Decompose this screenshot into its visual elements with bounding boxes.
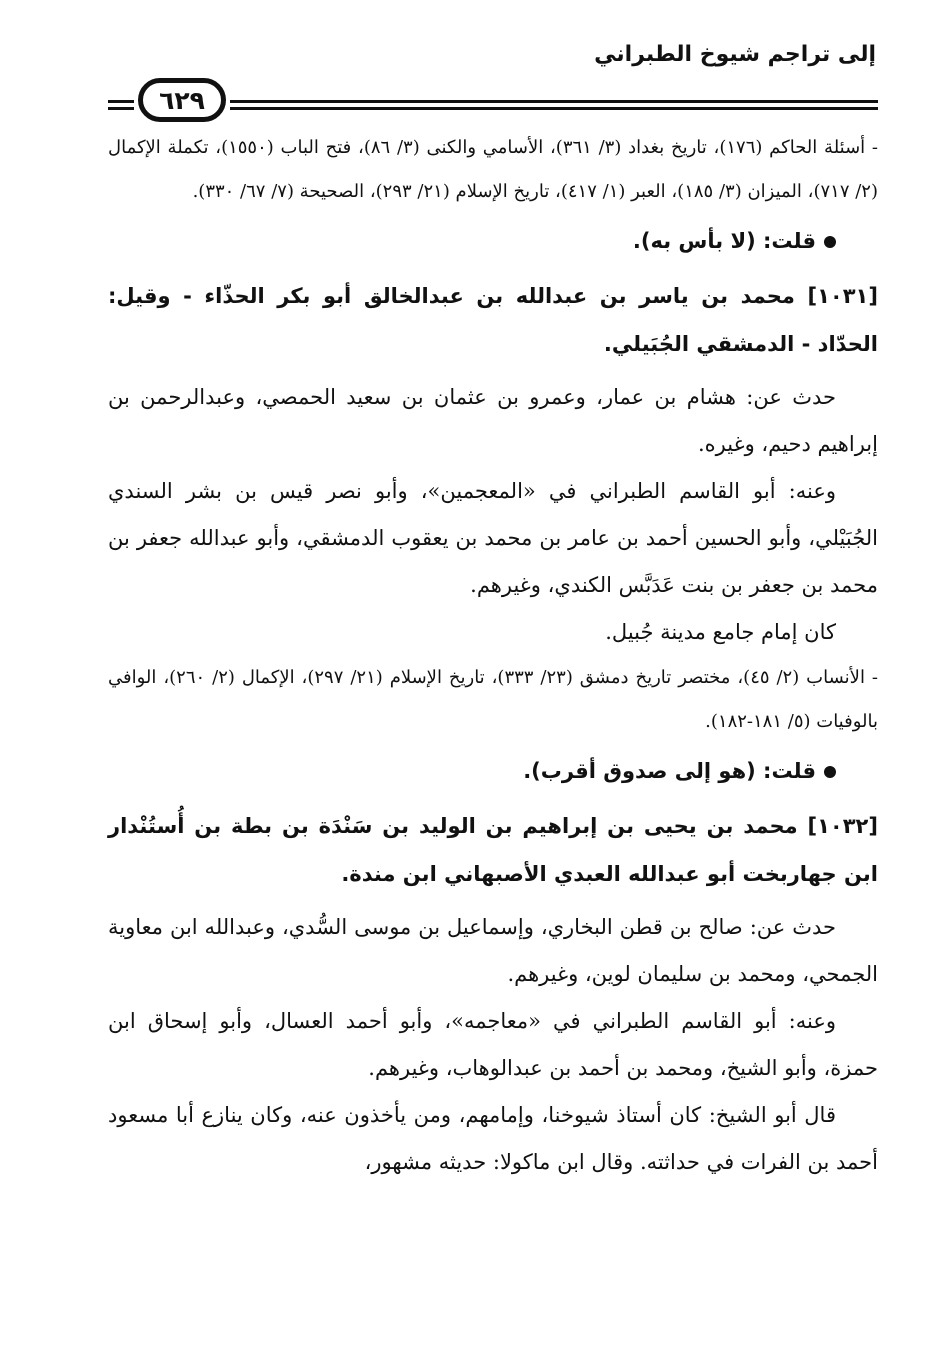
references-note: - الأنساب (٢/ ٤٥)، مختصر تاريخ دمشق (٢٣/ ٣٣٣)، تاريخ الإسلام (٢١/ ٢٩٧)، الإكمال (٢/ ٢٦٠)، الوافي بالوفيات (٥/ ١٨١-١٨٢). <box>108 667 878 732</box>
page-header <box>108 38 878 115</box>
entry-heading: [١٠٣٢] محمد بن يحيى بن إبراهيم بن الوليد بن سَنْدَة بن بطة بن أُستُنْدار ابن جهاربخت أبو عبدالله العبدي الأصبهاني ابن مندة. <box>108 814 878 886</box>
paragraph: كان إمام جامع مدينة جُبيل. <box>605 620 836 644</box>
verdict <box>108 214 878 268</box>
page-body <box>108 126 878 1186</box>
entry-heading: [١٠٣١] محمد بن ياسر بن عبدالله بن عبدالخالق أبو بكر الحذّاء - وقيل: الحدّاد - الدمشقي الجُبَيلي. <box>108 284 878 356</box>
header-rule-left <box>108 107 134 110</box>
paragraph: وعنه: أبو القاسم الطبراني في «معاجمه»، وأبو أحمد العسال، وأبو إسحاق ابن حمزة، وأبو الشيخ، ومحمد بن أحمد بن عبدالوهاب، وغيرهم. <box>108 1009 878 1080</box>
references-note: - أسئلة الحاكم (١٧٦)، تاريخ بغداد (٣/ ٣٦١)، الأسامي والكنى (٣/ ٨٦)، فتح الباب (١٥٥٠)، تكملة الإكمال (٢/ ٧١٧)، الميزان (٣/ ١٨٥)، العبر (١/ ٤١٧)، تاريخ الإسلام (٢١/ ٢٩٣)، الصحيحة (٧/ ٦٧/ ٣٣٠). <box>108 137 878 202</box>
paragraph: حدث عن: صالح بن قطن البخاري، وإسماعيل بن موسى السُّدي، وعبدالله ابن معاوية الجمحي، ومحمد بن سليمان لوين، وغيرهم. <box>108 915 878 986</box>
paragraph: قال أبو الشيخ: كان أستاذ شيوخنا، وإمامهم، ومن يأخذون عنه، وكان ينازع أبا مسعود أحمد بن الفرات في حداثته. وقال ابن ماكولا: حديثه مشهور، <box>108 1103 878 1174</box>
verdict-text: قلت: (لا بأس به). <box>632 229 816 253</box>
paragraph: وعنه: أبو القاسم الطبراني في «المعجمين»، وأبو نصر قيس بن بشر السندي الجُبَيْلي، وأبو الحسين أحمد بن عامر بن محمد بن يعقوب الدمشقي، وأبو عبدالله جعفر بن محمد بن جعفر بن بنت عَدَبَّس الكندي، وغيرهم. <box>108 479 878 597</box>
header-rule-left <box>108 100 134 103</box>
bullet-icon <box>824 766 836 778</box>
bullet-icon <box>824 236 836 248</box>
header-rule <box>230 107 878 110</box>
paragraph: حدث عن: هشام بن عمار، وعمرو بن عثمان بن سعيد الحمصي، وعبدالرحمن بن إبراهيم دحيم، وغيره. <box>108 385 878 456</box>
page-number: ٦٢٩ <box>138 78 226 122</box>
verdict-text: قلت: (هو إلى صدوق أقرب). <box>523 759 816 783</box>
header-rule <box>230 100 878 103</box>
running-title: إلى تراجم شيوخ الطبراني <box>594 42 876 67</box>
verdict <box>108 744 878 798</box>
